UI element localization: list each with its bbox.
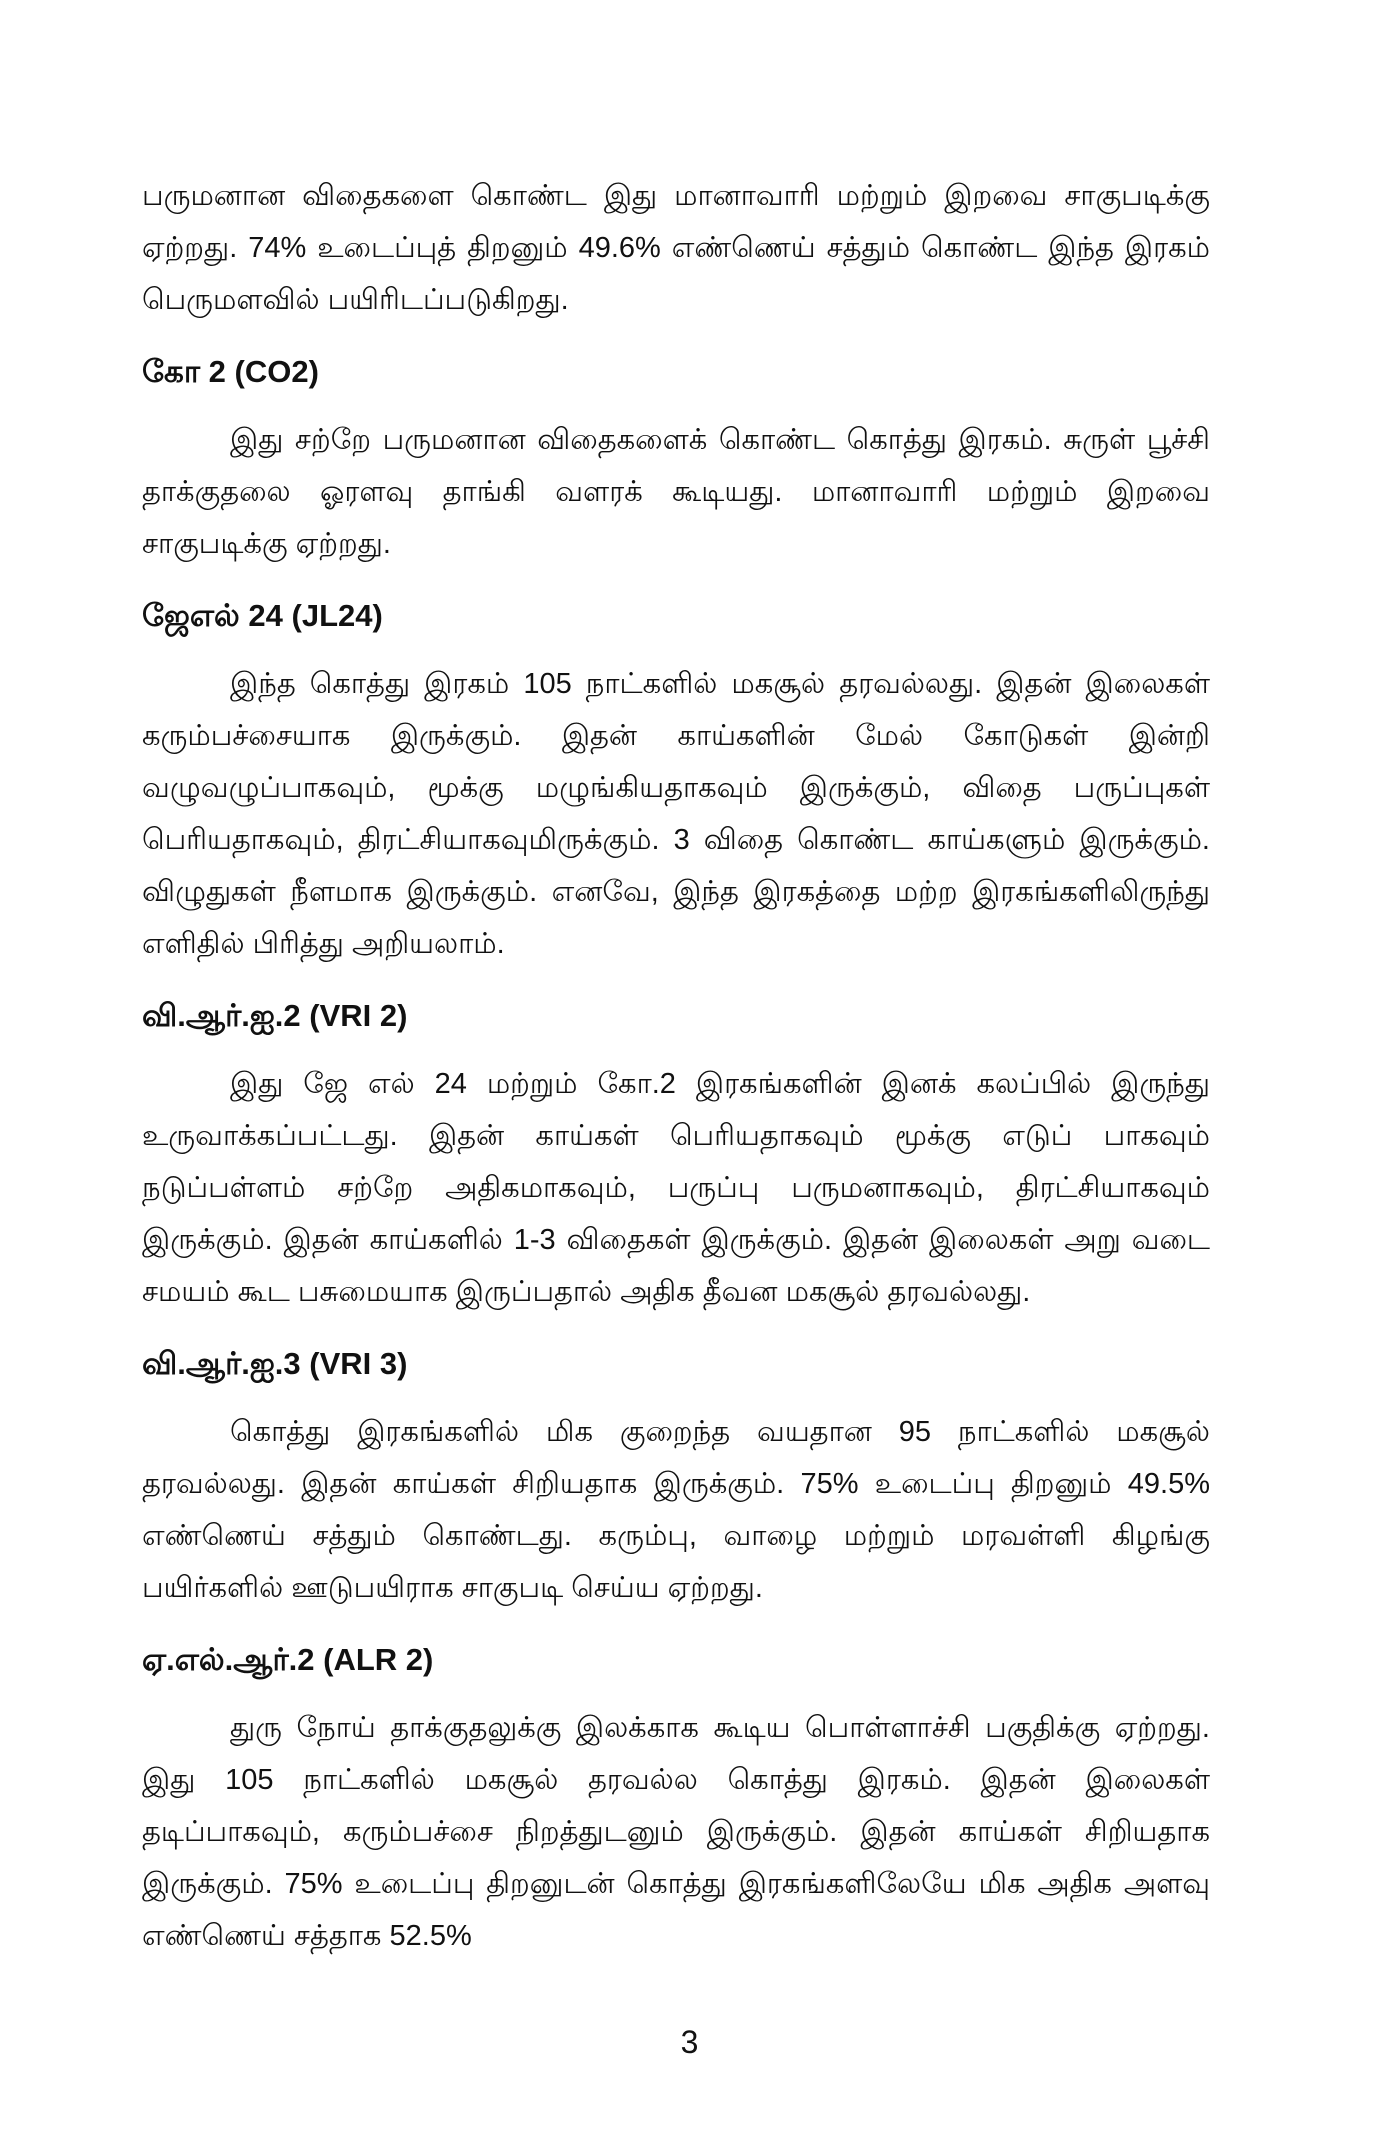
section-heading-alr2 xyxy=(142,1634,1210,1686)
section-heading-vri2 xyxy=(142,990,1210,1042)
section-paragraph-vri2: இது ஜே எல் 24 மற்றும் கோ.2 இரகங்களின் இனக் கலப்பில் இருந்து உருவாக்கப்பட்டது. இதன் காய்கள் பெரியதாகவும் மூக்கு எடுப் பாகவும் நடுப்பள்ளம் சற்றே அதிகமாகவும், பருப்பு பருமனாகவும், திரட்சியாகவும் இருக்கும். இதன் காய்களில் 1-3 விதைகள் இருக்கும். இதன் இலைகள் அறு வடை சமயம் கூட பசுமையாக இருப்பதால் அதிக தீவன மகசூல் தரவல்லது. xyxy=(142,1068,1210,1308)
section-paragraph-vri3: கொத்து இரகங்களில் மிக குறைந்த வயதான 95 நாட்களில் மகசூல் தரவல்லது. இதன் காய்கள் சிறியதாக இருக்கும். 75% உடைப்பு திறனும் 49.5% எண்ணெய் சத்தும் கொண்டது. கரும்பு, வாழை மற்றும் மரவள்ளி கிழங்கு பயிர்களில் ஊடுபயிராக சாகுபடி செய்ய ஏற்றது. xyxy=(142,1416,1210,1604)
page-body xyxy=(142,170,1210,1962)
heading-latin: (CO2) xyxy=(234,354,319,389)
heading-tamil: ஏ.எல்.ஆர்.2 xyxy=(142,1642,315,1677)
heading-tamil: ஜேஎல் 24 xyxy=(142,598,283,633)
section-heading-vri3 xyxy=(142,1338,1210,1390)
heading-tamil: வி.ஆர்.ஐ.3 xyxy=(142,1346,301,1381)
heading-latin: (JL24) xyxy=(291,598,383,633)
section-heading-co2 xyxy=(142,346,1210,398)
page-number: 3 xyxy=(680,2024,699,2060)
section-paragraph-alr2: துரு நோய் தாக்குதலுக்கு இலக்காக கூடிய பொள்ளாச்சி பகுதிக்கு ஏற்றது. இது 105 நாட்களில் மகசூல் தரவல்ல கொத்து இரகம். இதன் இலைகள் தடிப்பாகவும், கரும்பச்சை நிறத்துடனும் இருக்கும். இதன் காய்கள் சிறியதாக இருக்கும். 75% உடைப்பு திறனுடன் கொத்து இரகங்களிலேயே மிக அதிக அளவு எண்ணெய் சத்தாக 52.5% xyxy=(142,1712,1210,1952)
heading-latin: (VRI 2) xyxy=(309,998,408,1033)
heading-tamil: கோ 2 xyxy=(142,354,226,389)
section-heading-jl24 xyxy=(142,590,1210,642)
section-paragraph-co2: இது சற்றே பருமனான விதைகளைக் கொண்ட கொத்து இரகம். சுருள் பூச்சி தாக்குதலை ஓரளவு தாங்கி வளரக் கூடியது. மானாவாரி மற்றும் இறவை சாகுபடிக்கு ஏற்றது. xyxy=(142,424,1210,560)
intro-paragraph: பருமனான விதைகளை கொண்ட இது மானாவாரி மற்றும் இறவை சாகுபடிக்கு ஏற்றது. 74% உடைப்புத் திறனும் 49.6% எண்ணெய் சத்தும் கொண்ட இந்த இரகம் பெருமளவில் பயிரிடப்படுகிறது. xyxy=(142,180,1210,316)
heading-tamil: வி.ஆர்.ஐ.2 xyxy=(142,998,301,1033)
heading-latin: (VRI 3) xyxy=(309,1346,408,1381)
section-paragraph-jl24: இந்த கொத்து இரகம் 105 நாட்களில் மகசூல் தரவல்லது. இதன் இலைகள் கரும்பச்சையாக இருக்கும். இதன் காய்களின் மேல் கோடுகள் இன்றி வழுவழுப்பாகவும், மூக்கு மழுங்கியதாகவும் இருக்கும், விதை பருப்புகள் பெரியதாகவும், திரட்சியாகவுமிருக்கும். 3 விதை கொண்ட காய்களும் இருக்கும். விழுதுகள் நீளமாக இருக்கும். எனவே, இந்த இரகத்தை மற்ற இரகங்களிலிருந்து எளிதில் பிரித்து அறியலாம். xyxy=(142,668,1210,960)
heading-latin: (ALR 2) xyxy=(323,1642,434,1677)
